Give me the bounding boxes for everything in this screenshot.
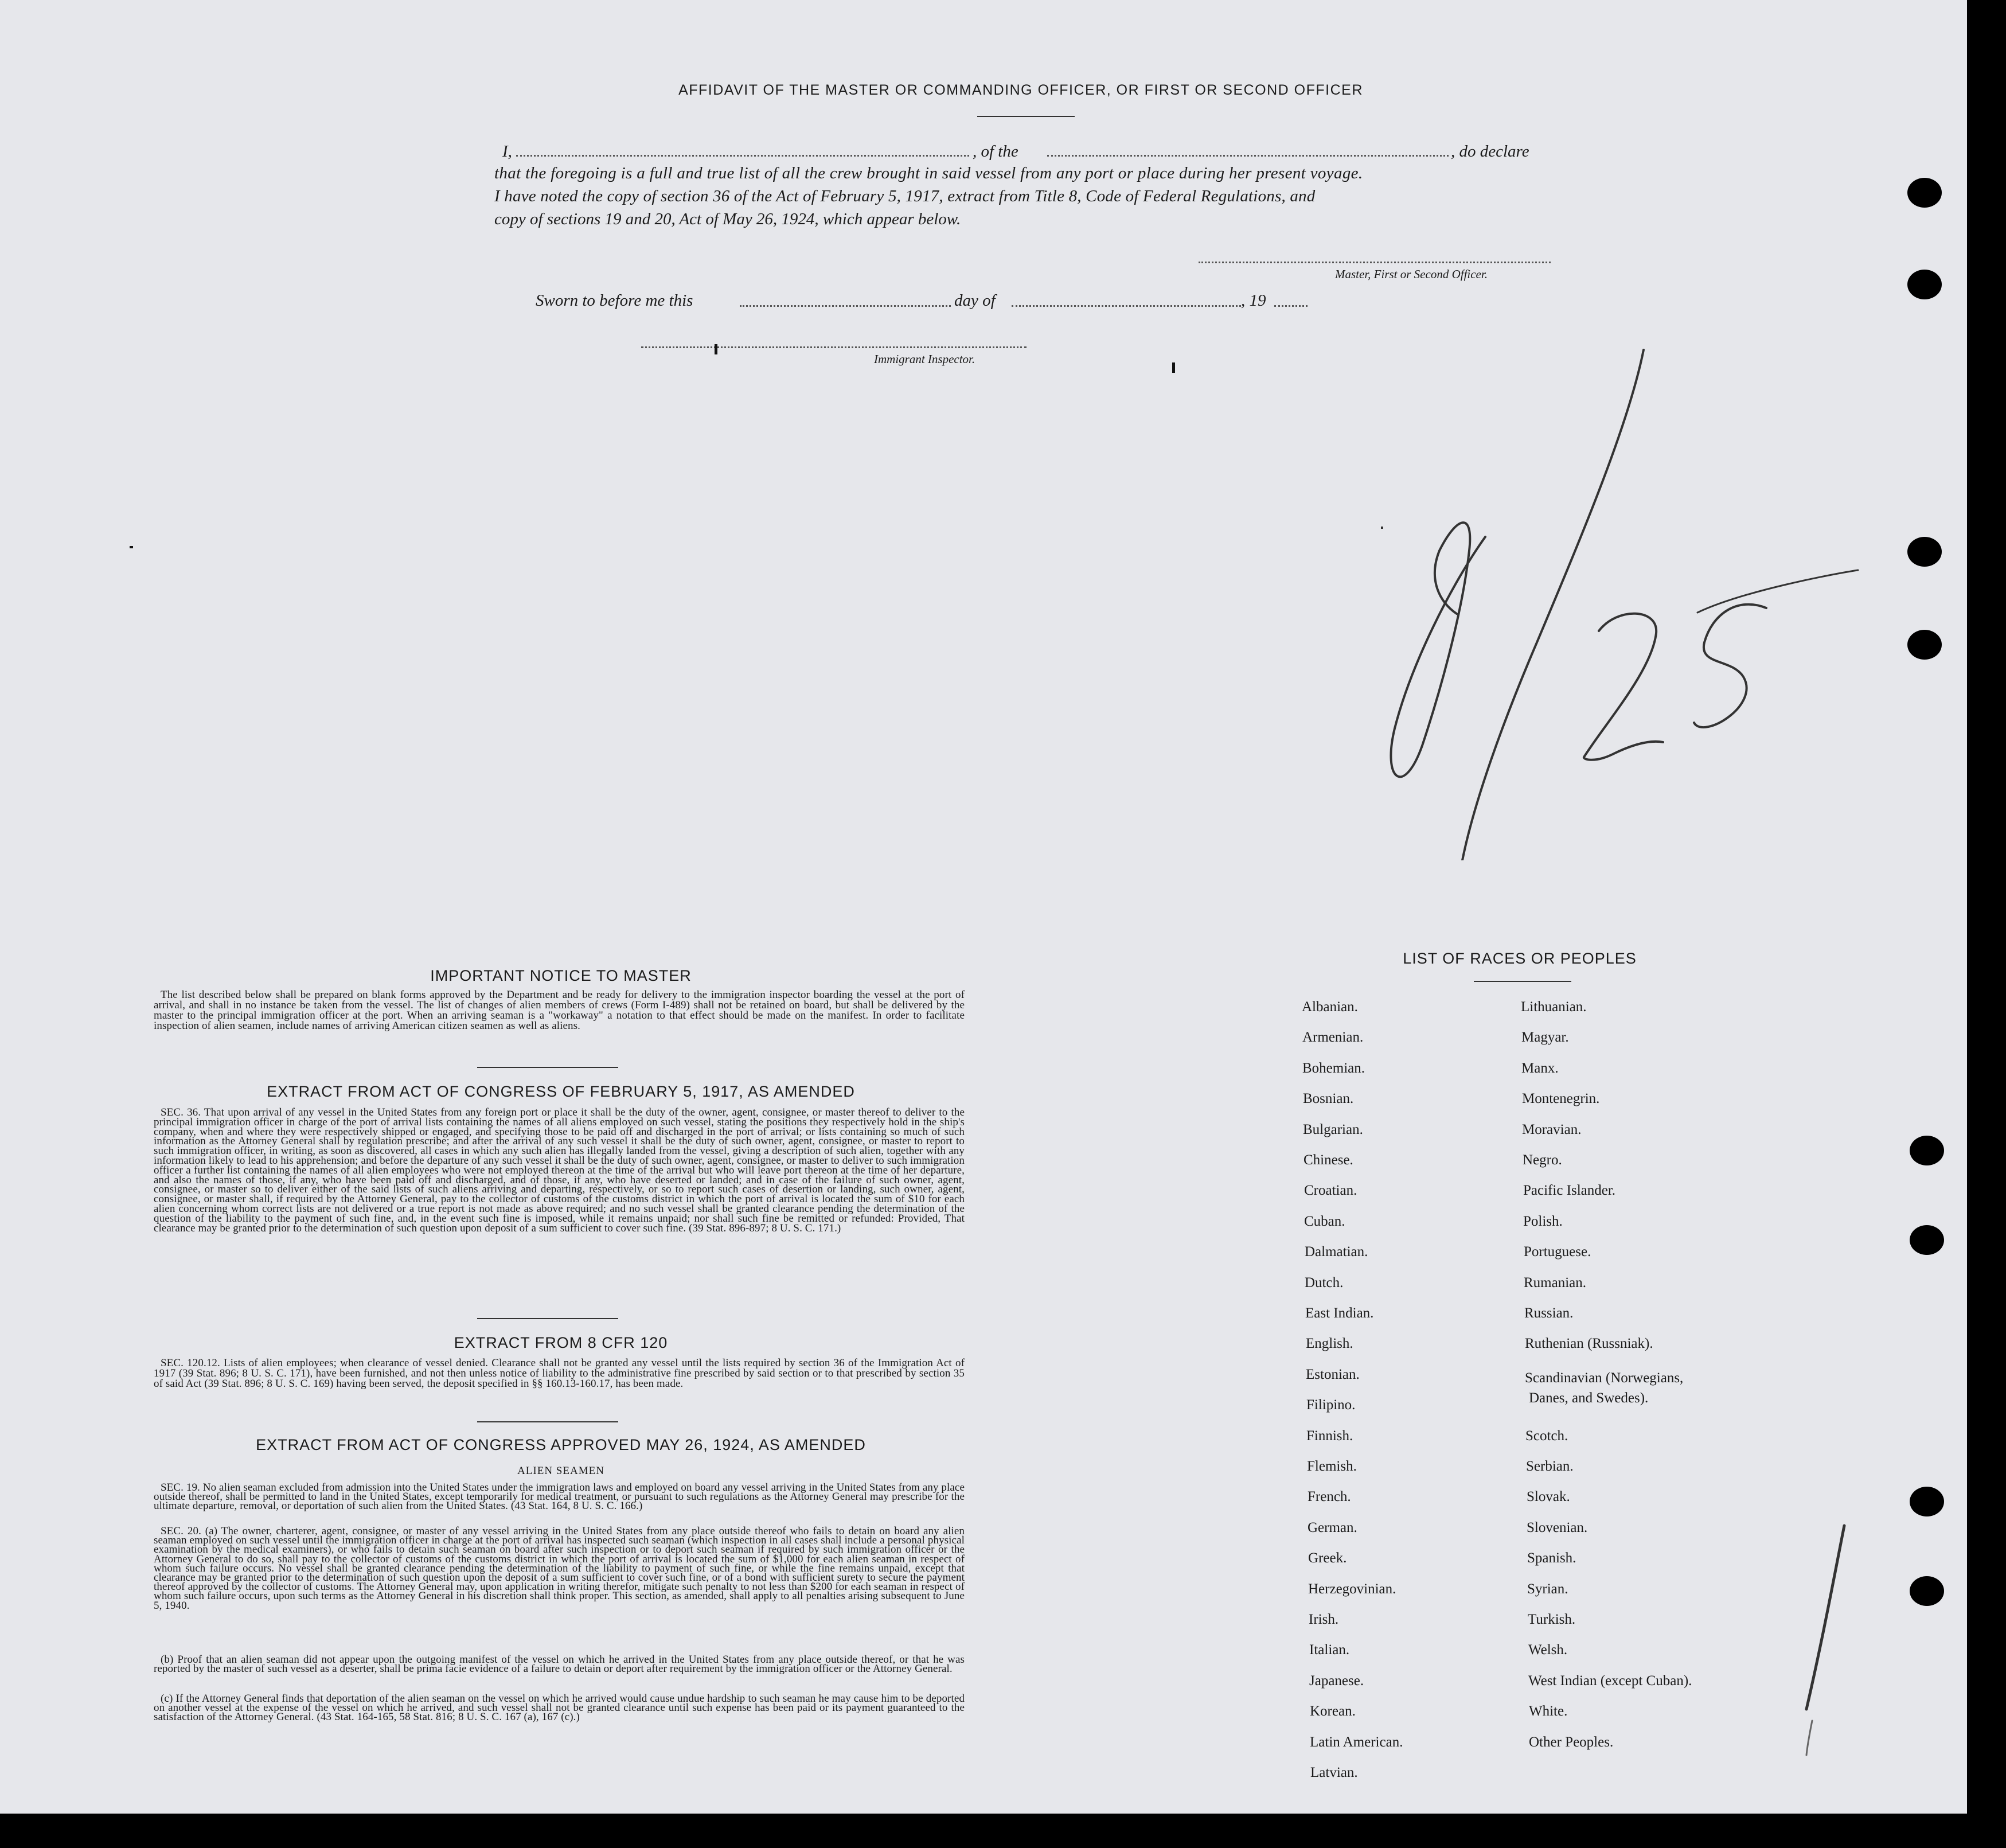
- race-item: Italian.: [1309, 1642, 1350, 1658]
- race-item-continuation: Danes, and Swedes).: [1529, 1390, 1649, 1406]
- extract-1924-sec19: SEC. 19. No alien seaman excluded from admission into the United States under the immigration laws and employed on board any vessel arriving in the United States from any place outside thereof, shall be permitted to land in the United States, except temporarily for medical treatment, or pursuant to such regulations as the Attorney General may prescribe for the ultimate departure, removal, or deportation of such alien from the United States. (43 Stat. 164, 8 U. S. C. 166.): [154, 1481, 965, 1512]
- race-item: Albanian.: [1302, 999, 1358, 1015]
- extract-cfr-body: SEC. 120.12. Lists of alien employees; when clearance of vessel denied. Clearance shall not be granted any vessel until the lists required by section 36 of the Immigration Act of 1917 (39 Stat. 896; 8 U. S. C. 171), have been furnished, and not then unless notice of liability to the administrative fine prescribed by said section or to that prescribed by section 35 of said Act (39 Stat. 896; 8 U. S. C. 169) having been served, the deposit specified in §§ 160.13-160.17, has been made.: [154, 1357, 965, 1390]
- race-item: Slovak.: [1527, 1489, 1570, 1504]
- race-item: Rumanian.: [1524, 1275, 1587, 1291]
- race-item: Japanese.: [1309, 1673, 1364, 1689]
- sworn-year-prefix: , 19: [1241, 291, 1266, 310]
- race-item: Chinese.: [1303, 1152, 1353, 1168]
- race-item: Flemish.: [1307, 1459, 1357, 1474]
- race-item: West Indian (except Cuban).: [1528, 1673, 1692, 1689]
- race-item: Russian.: [1524, 1305, 1574, 1321]
- name-field[interactable]: [516, 155, 969, 157]
- race-item: French.: [1308, 1489, 1351, 1504]
- race-item: East Indian.: [1305, 1305, 1374, 1321]
- races-title: LIST OF RACES OR PEOPLES: [1403, 950, 1637, 967]
- race-item: Greek.: [1308, 1550, 1347, 1566]
- race-item: Bosnian.: [1303, 1091, 1354, 1106]
- race-item: Cuban.: [1304, 1214, 1345, 1229]
- race-item: Pacific Islander.: [1523, 1183, 1616, 1198]
- race-item: Manx.: [1521, 1061, 1559, 1076]
- race-item: White.: [1529, 1703, 1568, 1719]
- race-item: Bohemian.: [1302, 1061, 1365, 1076]
- sworn-year-field[interactable]: [1274, 305, 1308, 307]
- race-item: Bulgarian.: [1303, 1122, 1363, 1137]
- race-item: Irish.: [1309, 1612, 1339, 1627]
- race-item: Slovenian.: [1527, 1520, 1588, 1535]
- master-signature-line[interactable]: [1199, 262, 1551, 263]
- race-item: Serbian.: [1526, 1459, 1574, 1474]
- declare-i: I,: [502, 142, 512, 161]
- sworn-day-field[interactable]: [740, 305, 951, 307]
- race-item: Spanish.: [1527, 1550, 1576, 1566]
- affidavit-text-3: copy of sections 19 and 20, Act of May 26, 1924, which appear below.: [494, 210, 961, 228]
- section-rule: [477, 1421, 618, 1422]
- race-item: Polish.: [1523, 1214, 1563, 1229]
- race-item: Croatian.: [1304, 1183, 1357, 1198]
- master-signature-caption: Master, First or Second Officer.: [1335, 267, 1488, 281]
- sworn-day-of: day of: [954, 291, 996, 310]
- race-item: English.: [1306, 1336, 1353, 1351]
- inspector-caption: Immigrant Inspector.: [874, 352, 975, 366]
- extract-1917-title: EXTRACT FROM ACT OF CONGRESS OF FEBRUARY 5, 1917, AS AMENDED: [267, 1083, 855, 1100]
- races-title-rule: [1474, 981, 1571, 982]
- extract-cfr-title: EXTRACT FROM 8 CFR 120: [454, 1334, 668, 1351]
- handwritten-date: [1365, 344, 1892, 860]
- race-item: Armenian.: [1302, 1030, 1364, 1045]
- sworn-month-field[interactable]: [1012, 305, 1241, 307]
- title-rule: [977, 116, 1075, 117]
- race-item: Filipino.: [1306, 1397, 1356, 1413]
- race-item: Welsh.: [1528, 1642, 1568, 1658]
- race-item: Magyar.: [1521, 1030, 1569, 1045]
- ink-speck: [130, 546, 133, 548]
- punch-hole: [1907, 178, 1942, 208]
- race-item: Scandinavian (Norwegians,: [1525, 1370, 1684, 1386]
- race-item: Other Peoples.: [1529, 1734, 1614, 1750]
- race-item: Lithuanian.: [1521, 999, 1587, 1015]
- punch-hole: [1910, 1487, 1944, 1516]
- punch-hole: [1910, 1576, 1944, 1606]
- race-item: Dalmatian.: [1305, 1244, 1368, 1260]
- race-item: Syrian.: [1527, 1581, 1568, 1597]
- race-item: Dutch.: [1305, 1275, 1344, 1291]
- ink-speck: [1172, 362, 1175, 373]
- declare-do-declare: , do declare: [1451, 142, 1529, 161]
- race-item: Negro.: [1523, 1152, 1562, 1168]
- affidavit-text-1: that the foregoing is a full and true list of all the crew brought in said vessel from any port or place during her present voyage.: [494, 164, 1363, 182]
- punch-hole: [1910, 1225, 1944, 1255]
- notice-body: The list described below shall be prepared on blank forms approved by the Department and be ready for delivery to the immigration inspector boarding the vessel at the port of arrival, and shall in no instance be taken from the vessel. The list of changes of alien members of crews (Form I-489) shall not be retained on board, but shall be delivered by the master to the principal immigration officer at the port. When an arriving seaman is a "workaway" a notation to that effect should be made on the manifest. In order to facilitate inspection of alien seamen, include names of arriving American citizen seamen as well as aliens.: [154, 989, 965, 1032]
- race-item: Ruthenian (Russniak).: [1525, 1336, 1653, 1351]
- declare-of-the: , of the: [973, 142, 1018, 161]
- race-item: Herzegovinian.: [1308, 1581, 1396, 1597]
- punch-hole: [1907, 270, 1942, 299]
- section-rule: [477, 1067, 618, 1068]
- affidavit-text-2: I have noted the copy of section 36 of the Act of February 5, 1917, extract from Title 8, Code of Federal Regulations, and: [494, 187, 1316, 205]
- extract-1924-subtitle: ALIEN SEAMEN: [517, 1465, 604, 1477]
- race-item: Latvian.: [1310, 1765, 1358, 1780]
- ink-speck: [715, 344, 717, 354]
- extract-1924-sec20b: (b) Proof that an alien seaman did not appear upon the outgoing manifest of the vessel on which he arrived in the United States from any place outside thereof, or that he was reported by the master of such vessel as a deserter, shall be prima facie evidence of a failure to detain or deport after requirement by the immigration officer or the Attorney General.: [154, 1654, 965, 1675]
- race-item: Montenegrin.: [1522, 1091, 1600, 1106]
- punch-hole: [1907, 630, 1942, 660]
- handwritten-mark-1: [1789, 1520, 1858, 1761]
- extract-1924-sec20c: (c) If the Attorney General finds that deportation of the alien seaman on the vessel on which he arrived would cause undue hardship to such seaman he may cause him to be deported on another vessel at the expense of the vessel on which he arrived, and such vessel shall not be granted clearance until such expense has been paid or its payment guaranteed to the satisfaction of the Attorney General. (43 Stat. 164-165, 58 Stat. 816; 8 U. S. C. 167 (a), 167 (c).): [154, 1693, 965, 1724]
- sworn-prefix: Sworn to before me this: [536, 291, 693, 310]
- inspector-signature-line[interactable]: [641, 346, 1027, 348]
- section-rule: [477, 1318, 618, 1319]
- punch-hole: [1910, 1136, 1944, 1165]
- race-item: Korean.: [1310, 1703, 1356, 1719]
- notice-title: IMPORTANT NOTICE TO MASTER: [430, 967, 692, 984]
- punch-hole: [1907, 537, 1942, 567]
- vessel-field[interactable]: [1047, 155, 1449, 157]
- race-item: Finnish.: [1306, 1428, 1353, 1444]
- race-item: Estonian.: [1306, 1367, 1360, 1382]
- extract-1917-body: SEC. 36. That upon arrival of any vessel in the United States from any foreign port or place it shall be the duty of the owner, agent, consignee, or master thereof to deliver to the principal immigration officer in charge of the port of arrival lists containing the names of all aliens employed on such vessel, stating the positions they respectively hold in the ship's company, when and where they were respectively shipped or engaged, and specifying those to be paid off and discharged in the port of arrival; or lists containing so much of such information as the Attorney General shall by regulation prescribe; and after the arrival of any such vessel it shall be the duty of such owner, agent, consignee, or master to report to such immigration officer, in writing, as soon as discovered, all cases in which any such alien has illegally landed from the vessel, giving a description of such alien, together with any information likely to lead to his apprehension; and before the departure of any such vessel it shall be the duty of such owner, agent, consignee, or master to deliver to such immigration officer a further list containing the names of all alien employees who were not employed thereon at the time of the arrival but who will leave port thereon at the time of her departure, and also the names of those, if any, who have been paid off and discharged, and of those, if any, who have deserted or landed; and in case of the failure of such owner, agent, consignee, or master so to deliver either of the said lists of such aliens arriving and departing, respectively, or so to report such cases of desertion or landing, such owner, agent, consignee, or master shall, if required by the Attorney General, pay to the collector of customs of the customs district in which the port of arrival is located the sum of $10 for each alien concerning whom correct lists are not delivered or a true report is not made as above required; and no such vessel shall be granted clearance pending the determination of the question of the liability to the payment of such fine, and, in the event such fine is imposed, while it remains unpaid; nor shall such fine be remitted or refunded: Provided, That clearance may be granted prior to the determination of such question upon deposit of a sum sufficient to cover such fine. (39 Stat. 896-897; 8 U. S. C. 171.): [154, 1106, 965, 1234]
- race-item: Scotch.: [1525, 1428, 1568, 1444]
- extract-1924-sec20a: SEC. 20. (a) The owner, charterer, agent, consignee, or master of any vessel arriving in the United States from any place outside thereof who fails to detain on board any alien seaman employed on such vessel until the immigration officer in charge at the port of arrival has inspected such seaman (which inspection in all cases shall include a personal physical examination by the medical examiners), or who fails to detain such seaman on board after such inspection or to deport such seaman if required by such immigration officer or the Attorney General to do so, shall pay to the collector of customs of the customs district in which the port of arrival is located the sum of $1,000 for each alien seaman in respect of whom such failure occurs. No vessel shall be granted clearance pending the determination of the liability to payment of such fine, or while the fine remains unpaid, except that clearance may be granted prior to the determination of such question upon the deposit of a sum sufficient to cover such fine, or of a bond with sufficient surety to secure the payment thereof approved by the collector of customs. The Attorney General may, upon application in writing therefor, mitigate such penalty to not less than $200 for each seaman in respect of whom such failure occurs, upon such terms as the Attorney General in his discretion shall think proper. This section, as amended, shall apply to all penalties arising subsequent to June 5, 1940.: [154, 1525, 965, 1612]
- race-item: Turkish.: [1528, 1612, 1576, 1627]
- affidavit-title: AFFIDAVIT OF THE MASTER OR COMMANDING OFFICER, OR FIRST OR SECOND OFFICER: [678, 82, 1363, 98]
- race-item: Moravian.: [1522, 1122, 1582, 1137]
- race-item: Portuguese.: [1524, 1244, 1591, 1260]
- race-item: German.: [1308, 1520, 1357, 1535]
- race-item: Latin American.: [1310, 1734, 1403, 1750]
- extract-1924-title: EXTRACT FROM ACT OF CONGRESS APPROVED MAY 26, 1924, AS AMENDED: [256, 1436, 866, 1453]
